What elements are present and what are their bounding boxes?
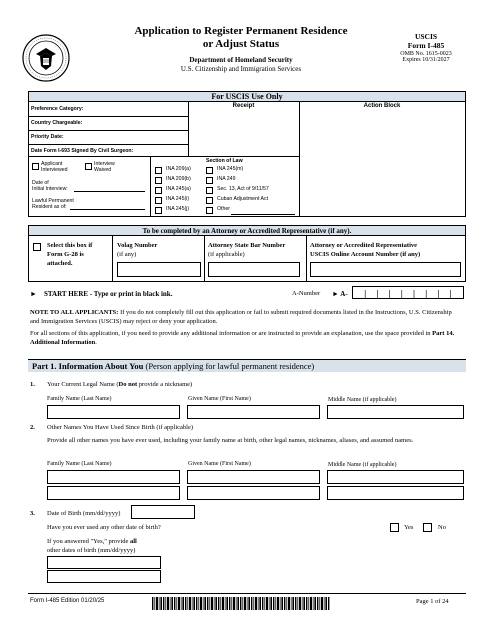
other-law-field[interactable]: [231, 214, 295, 215]
middle-name-label: Middle Name (if applicable): [328, 397, 397, 403]
country-chargeable-label: Country Chargeable:: [31, 120, 83, 126]
other-middle-name-label: Middle Name (if applicable): [328, 462, 397, 468]
law-option: INA 245(m): [217, 166, 244, 172]
additional-info-note: For all sections of this application, if you need to provide any additional information or are instructed to provide an explanation, use the space provided in Part 14. Additional Information.: [30, 330, 455, 346]
barcode: [152, 597, 330, 610]
middle-name-input[interactable]: [327, 405, 464, 419]
interview-label: Interview: [94, 161, 115, 167]
omb-number: OMB No. 1615-0023: [400, 51, 452, 57]
applicant-interviewed-checkbox[interactable]: [32, 163, 39, 170]
given-name-label: Given Name (First Name): [188, 396, 251, 402]
other-given-name-input-2[interactable]: [187, 486, 320, 500]
law-option: INA 249: [217, 176, 236, 182]
initial-interview-field[interactable]: [74, 191, 145, 192]
a-number-dividers: [353, 287, 463, 298]
barcode-icon: [152, 597, 330, 610]
attorney-account-label-line2: USCIS Online Account Number (if any): [310, 251, 421, 258]
part1-header: Part 1. Information About You (Person applying for lawful permanent residence): [28, 359, 466, 372]
uscis-use-only-title: For USCIS Use Only: [29, 92, 465, 102]
volag-number-sub: (if any): [117, 251, 137, 258]
ina-249-checkbox[interactable]: [206, 177, 213, 184]
given-name-input[interactable]: [187, 405, 320, 419]
law-option: INA 209(b): [166, 176, 191, 182]
attorney-bar-number-sub: (if applicable): [208, 251, 245, 258]
form-title-line2: or Adjust Status: [202, 38, 280, 50]
page-number: Page 1 of 24: [416, 598, 449, 605]
attorney-section-title: To be completed by an Attorney or Accredited Representative (if any).: [29, 226, 465, 236]
department-name: Department of Homeland Security: [189, 56, 293, 64]
other-dob-input-1[interactable]: [47, 556, 161, 569]
a-number-field[interactable]: [352, 286, 464, 299]
g28-attached-checkbox[interactable]: [33, 243, 41, 251]
expiration-date: Expires 10/31/2027: [402, 57, 450, 63]
date-of-birth-input[interactable]: [131, 505, 195, 519]
other-family-name-input-2[interactable]: [47, 486, 180, 500]
receipt-label: Receipt: [232, 103, 255, 109]
ina-245m-checkbox[interactable]: [206, 167, 213, 174]
law-option: Sec. 13, Act of 9/11/57: [217, 186, 269, 192]
action-block-label: Action Block: [363, 103, 401, 109]
ina-245i-checkbox[interactable]: [155, 197, 162, 204]
law-option: Other: [217, 206, 230, 212]
other-dob-input-2[interactable]: [47, 570, 161, 583]
form-title-line1: Application to Register Permanent Residence: [134, 25, 348, 37]
other-family-name-input[interactable]: [47, 470, 180, 484]
cuban-adjustment-checkbox[interactable]: [206, 197, 213, 204]
attorney-account-number-field[interactable]: [310, 262, 461, 277]
interviewed-label: Interviewed: [41, 167, 68, 173]
form-edition: Form I-485 Edition 01/20/25: [30, 598, 105, 604]
note-to-applicants: NOTE TO ALL APPLICANTS: If you do not completely fill out this application or fail to submit required documents listed in the Instructions, U.S. Citizenship and Immigration Services (USCIS) may reject or deny your application.: [30, 309, 452, 325]
g28-label-line3: attached.: [47, 260, 73, 267]
other-middle-name-input-2[interactable]: [327, 486, 464, 500]
attorney-bar-number-label: Attorney State Bar Number: [208, 242, 286, 249]
section-of-law-label: Section of Law: [206, 158, 243, 164]
law-option: INA 209(a): [166, 166, 191, 172]
interview-waived-checkbox[interactable]: [85, 163, 92, 170]
initial-interview-label: Initial Interview:: [32, 186, 68, 192]
attorney-account-label-line1: Attorney or Accredited Representative: [310, 242, 418, 249]
family-name-input[interactable]: [47, 405, 180, 419]
a-number-label: A-Number: [292, 290, 321, 297]
date-of-label: Date of: [32, 180, 49, 186]
applicant-label: Applicant: [41, 161, 63, 167]
yes-label: Yes: [404, 524, 414, 531]
q2-label: Other Names You Have Used Since Birth (if applicable): [47, 424, 194, 431]
q1-label: Your Current Legal Name (Do not provide a nickname): [47, 381, 193, 388]
date-i693-label: Date Form I-693 Signed By Civil Surgeon:: [31, 148, 134, 154]
g28-label-line1: Select this box if: [47, 242, 93, 249]
other-given-name-label: Given Name (First Name): [188, 461, 251, 467]
ina-245j-checkbox[interactable]: [155, 207, 162, 214]
lawful-permanent-label: Lawful Permanent: [32, 198, 74, 204]
other-law-checkbox[interactable]: [206, 207, 213, 214]
a-number-prefix: ► A-: [332, 290, 348, 298]
ina-209b-checkbox[interactable]: [155, 177, 162, 184]
law-option: INA 245(j): [166, 206, 190, 212]
preference-category-label: Preference Category:: [31, 106, 84, 112]
q3-number: 3.: [30, 510, 35, 517]
q3-label: Date of Birth (mm/dd/yyyy): [47, 510, 121, 517]
other-family-name-label: Family Name (Last Name): [47, 461, 112, 467]
resident-as-of-field[interactable]: [70, 209, 145, 210]
q2-number: 2.: [30, 424, 35, 431]
g28-label-line2: Form G-28 is: [47, 251, 84, 258]
other-dob-no-checkbox[interactable]: [423, 523, 432, 532]
dhs-seal: [22, 34, 70, 82]
uscis-label: USCIS: [414, 32, 438, 41]
dhs-seal-icon: [22, 34, 70, 82]
other-middle-name-input[interactable]: [327, 470, 464, 484]
other-dob-yes-checkbox[interactable]: [390, 523, 399, 532]
law-option: Cuban Adjustment Act: [217, 196, 269, 202]
start-here-arrow: ►: [30, 290, 37, 298]
agency-name: U.S. Citizenship and Immigration Services: [180, 65, 302, 73]
ina-245a-checkbox[interactable]: [155, 187, 162, 194]
q1-number: 1.: [30, 381, 35, 388]
form-number: Form I-485: [407, 41, 445, 50]
family-name-label: Family Name (Last Name): [47, 396, 112, 402]
law-option: INA 245(i): [166, 196, 190, 202]
other-given-name-input[interactable]: [187, 470, 320, 484]
law-option: INA 245(a): [166, 186, 191, 192]
attorney-bar-number-field[interactable]: [208, 262, 300, 277]
waived-label: Waived: [94, 167, 112, 173]
other-dob-instruction: If you answered "Yes," provide all other dates of birth (mm/dd/yyyy): [47, 538, 137, 554]
resident-as-of-label: Resident as of:: [32, 204, 67, 210]
q2-description: Provide all other names you have ever used, including your family name at birth, other legal names, nicknames, aliases, and assumed names.: [47, 437, 414, 444]
no-label: No: [438, 524, 446, 531]
other-dob-question: Have you ever used any other date of birth?: [47, 524, 161, 531]
volag-number-field[interactable]: [117, 262, 201, 277]
sec13-checkbox[interactable]: [206, 187, 213, 194]
ina-209a-checkbox[interactable]: [155, 167, 162, 174]
start-here-text: START HERE - Type or print in black ink.: [44, 290, 173, 298]
priority-date-label: Priority Date:: [31, 134, 64, 140]
volag-number-label: Volag Number: [117, 242, 158, 249]
